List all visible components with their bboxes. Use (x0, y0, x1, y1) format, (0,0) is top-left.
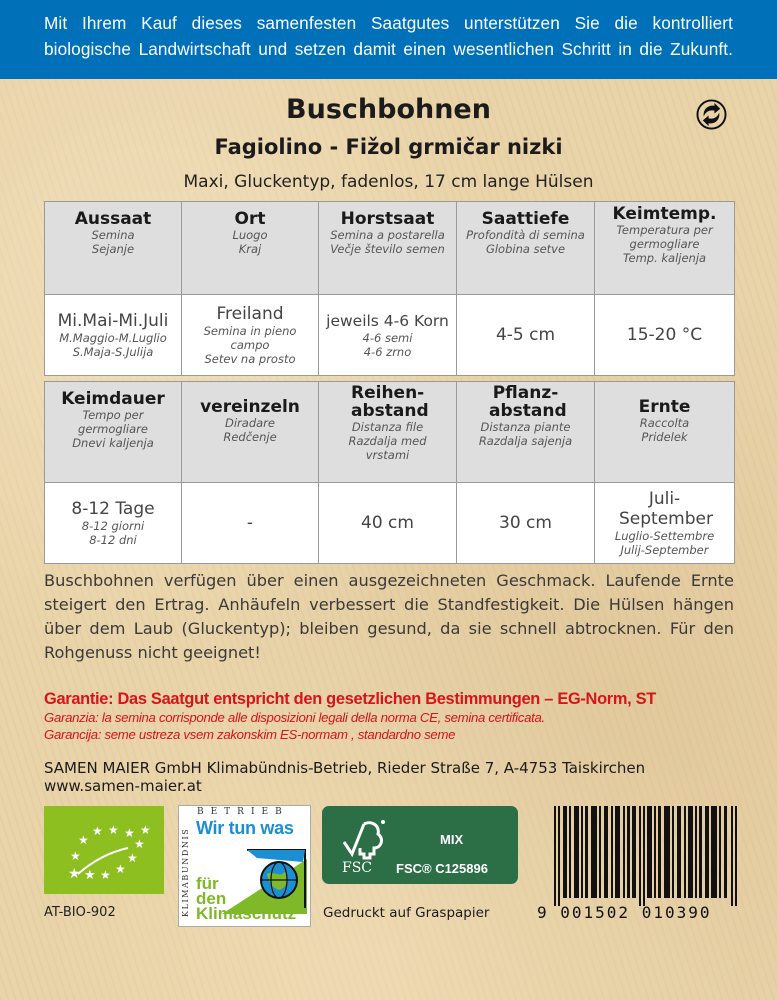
product-title: Buschbohnen (286, 94, 491, 125)
value-aussaat: Mi.Mai-Mi.Juli M.Maggio-M.Luglio S.Maja-S.Julija (45, 295, 182, 376)
fsc-code: FSC® C125896 (396, 861, 488, 876)
svg-text:★: ★ (84, 868, 96, 883)
table-row (45, 295, 735, 376)
growing-info-table (44, 381, 735, 564)
svg-text:★: ★ (68, 866, 81, 882)
svg-text:★: ★ (124, 826, 135, 840)
svg-text:★: ★ (127, 851, 138, 865)
company-info (44, 759, 744, 795)
value-reihenabstand: 40 cm (319, 483, 457, 564)
barcode-icon (554, 806, 737, 906)
guarantee-it: Garanzia: la semina corrisponde alle disposizioni legali della norma CE, semina certificata. (44, 710, 545, 725)
value-horstsaat: jeweils 4-6 Korn 4-6 semi 4-6 zrno (319, 295, 457, 376)
svg-text:★: ★ (78, 833, 89, 847)
header-keimtemp: Keimtemp. Temperatura per germogliare Temp. kaljenja (595, 202, 735, 295)
fsc-mix-label: MIX (440, 832, 464, 847)
header-ernte: Ernte Raccolta Pridelek (595, 382, 735, 483)
company-website[interactable]: www.samen-maier.at (44, 777, 202, 795)
guarantee-de: Garantie: Das Saatgut entspricht den gesetzlichen Bestimmungen – EG-Norm, ST (44, 690, 657, 708)
table-header-row (45, 202, 735, 295)
svg-text:★: ★ (92, 824, 103, 838)
klima-footer: für den Klimaschutz (196, 874, 297, 923)
svg-text:★: ★ (115, 862, 126, 876)
value-saattiefe: 4-5 cm (457, 295, 595, 376)
klima-side-text: KLIMABÜNDNIS (181, 827, 190, 917)
top-banner (0, 0, 777, 79)
klima-headline: Wir tun was (196, 818, 294, 838)
product-description: Buschbohnen verfügen über einen ausgezeichneten Geschmack. Laufende Ernte steigert den Ertrag. Anhäufeln verbessert die Standfestigkeit. Die Hülsen hängen über dem Laub (Gluckentyp); bleiben gesund, da sie schnell abtrocknen. Für den Rohgenuss nicht geeignet! (44, 571, 734, 662)
header-ort: Ort Luogo Kraj (182, 202, 319, 295)
svg-text:★: ★ (100, 868, 111, 882)
fsc-logo (322, 806, 518, 884)
green-dot-recycle-icon (696, 99, 727, 130)
header-saattiefe: Saattiefe Profondità di semina Globina setve (457, 202, 595, 295)
svg-text:★: ★ (108, 823, 119, 837)
value-ernte: Juli-September Luglio-Settembre Julij-September (595, 483, 735, 564)
value-keimtemp: 15-20 °C (595, 295, 735, 376)
guarantee-block (44, 689, 744, 743)
company-address: SAMEN MAIER GmbH Klimabündnis-Betrieb, Rieder Straße 7, A-4753 Taiskirchen (44, 759, 646, 777)
klima-top-text: BETRIEB (197, 807, 289, 817)
header-aussaat: Aussaat Semina Sejanje (45, 202, 182, 295)
sowing-info-table (44, 201, 735, 376)
svg-text:★: ★ (140, 823, 151, 837)
eu-organic-leaf-icon (44, 806, 164, 894)
klimabuendnis-logo (178, 805, 311, 927)
value-keimdauer: 8-12 Tage 8-12 giorni 8-12 dni (45, 483, 182, 564)
product-tagline: Maxi, Gluckentyp, fadenlos, 17 cm lange Hülsen (183, 172, 594, 192)
fsc-tree-icon (342, 818, 386, 860)
header-reihenabstand: Reihen-abstand Distanza file Razdalja med vrstami (319, 382, 457, 483)
value-pflanzabstand: 30 cm (457, 483, 595, 564)
header-horstsaat: Horstsaat Semina a postarella Večje število semen (319, 202, 457, 295)
fsc-word: FSC (342, 860, 373, 876)
banner-text (44, 10, 733, 62)
svg-text:★: ★ (70, 849, 81, 863)
header-vereinzeln: vereinzeln Diradare Redčenje (182, 382, 319, 483)
banner-line-1: Mit Ihrem Kauf dieses samenfesten Saatgutes unterstützen Sie die kontrolliert (44, 13, 733, 33)
table-row (45, 483, 735, 564)
eu-organic-code: AT-BIO-902 (44, 905, 116, 920)
svg-text:★: ★ (134, 837, 145, 851)
table-header-row (45, 382, 735, 483)
value-ort: Freiland Semina in pieno campo Setev na prosto (182, 295, 319, 376)
guarantee-sl: Garancija: seme ustreza vsem zakonskim ES-normam , standardno seme (44, 727, 456, 742)
product-subtitle: Fagiolino - Fižol grmičar nizki (214, 135, 563, 159)
banner-line-2: biologische Landwirtschaft und setzen damit einen wesentlichen Schritt in die Zukunft. (44, 39, 733, 59)
value-vereinzeln: - (182, 483, 319, 564)
header-pflanzabstand: Pflanz-abstand Distanza piante Razdalja sajenja (457, 382, 595, 483)
printed-on-text: Gedruckt auf Graspapier (323, 905, 490, 921)
barcode-number: 9 001502 010390 (537, 903, 712, 922)
header-keimdauer: Keimdauer Tempo per germogliare Dnevi kaljenja (45, 382, 182, 483)
